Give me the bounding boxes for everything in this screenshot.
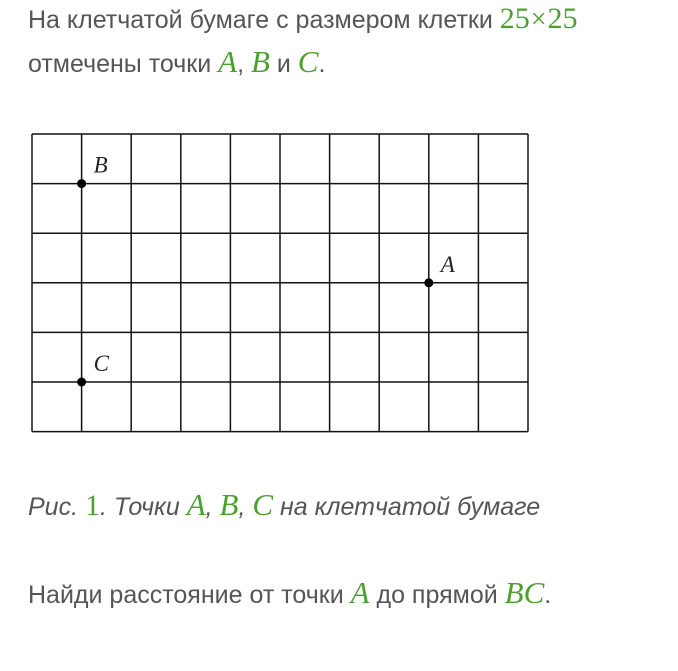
caption-suffix: на клетчатой бумаге xyxy=(273,493,541,521)
point-c-label: C xyxy=(297,44,319,79)
question-line-bc: BC xyxy=(504,575,545,610)
caption-point-c: C xyxy=(252,487,274,522)
period: . xyxy=(318,50,326,78)
grid-size-a: 25 xyxy=(499,2,530,35)
question-line xyxy=(28,575,551,611)
caption-comma: , xyxy=(205,493,213,521)
times-sign: × xyxy=(530,4,547,35)
problem-text-2: отмечены точки xyxy=(28,50,219,78)
point-b-figure-label: B xyxy=(93,152,108,178)
and-text: и xyxy=(269,50,298,78)
point-a-dot xyxy=(424,278,433,287)
question-point-a: A xyxy=(350,575,370,610)
grid-size-b: 25 xyxy=(547,2,578,35)
question-text: Найди расстояние от точки xyxy=(28,581,351,609)
point-a-label: A xyxy=(218,44,238,79)
point-b-label: B xyxy=(250,44,270,79)
caption-comma-2: , xyxy=(238,493,246,521)
point-c-dot xyxy=(77,378,86,387)
problem-text: На клетчатой бумаге с размером клетки xyxy=(28,6,500,34)
point-b-dot xyxy=(77,179,86,188)
caption-text: . Точки xyxy=(99,493,187,521)
point-a-figure-label: A xyxy=(440,251,455,277)
question-period: . xyxy=(544,581,552,609)
figure-number: 1 xyxy=(84,489,100,522)
comma: , xyxy=(237,50,245,78)
figure-caption xyxy=(28,487,540,523)
point-c-figure-label: C xyxy=(93,351,109,376)
caption-point-a: A xyxy=(186,487,206,522)
question-text-2: до прямой xyxy=(369,581,505,609)
caption-prefix: Рис. xyxy=(28,493,85,521)
caption-point-b: B xyxy=(219,487,239,522)
